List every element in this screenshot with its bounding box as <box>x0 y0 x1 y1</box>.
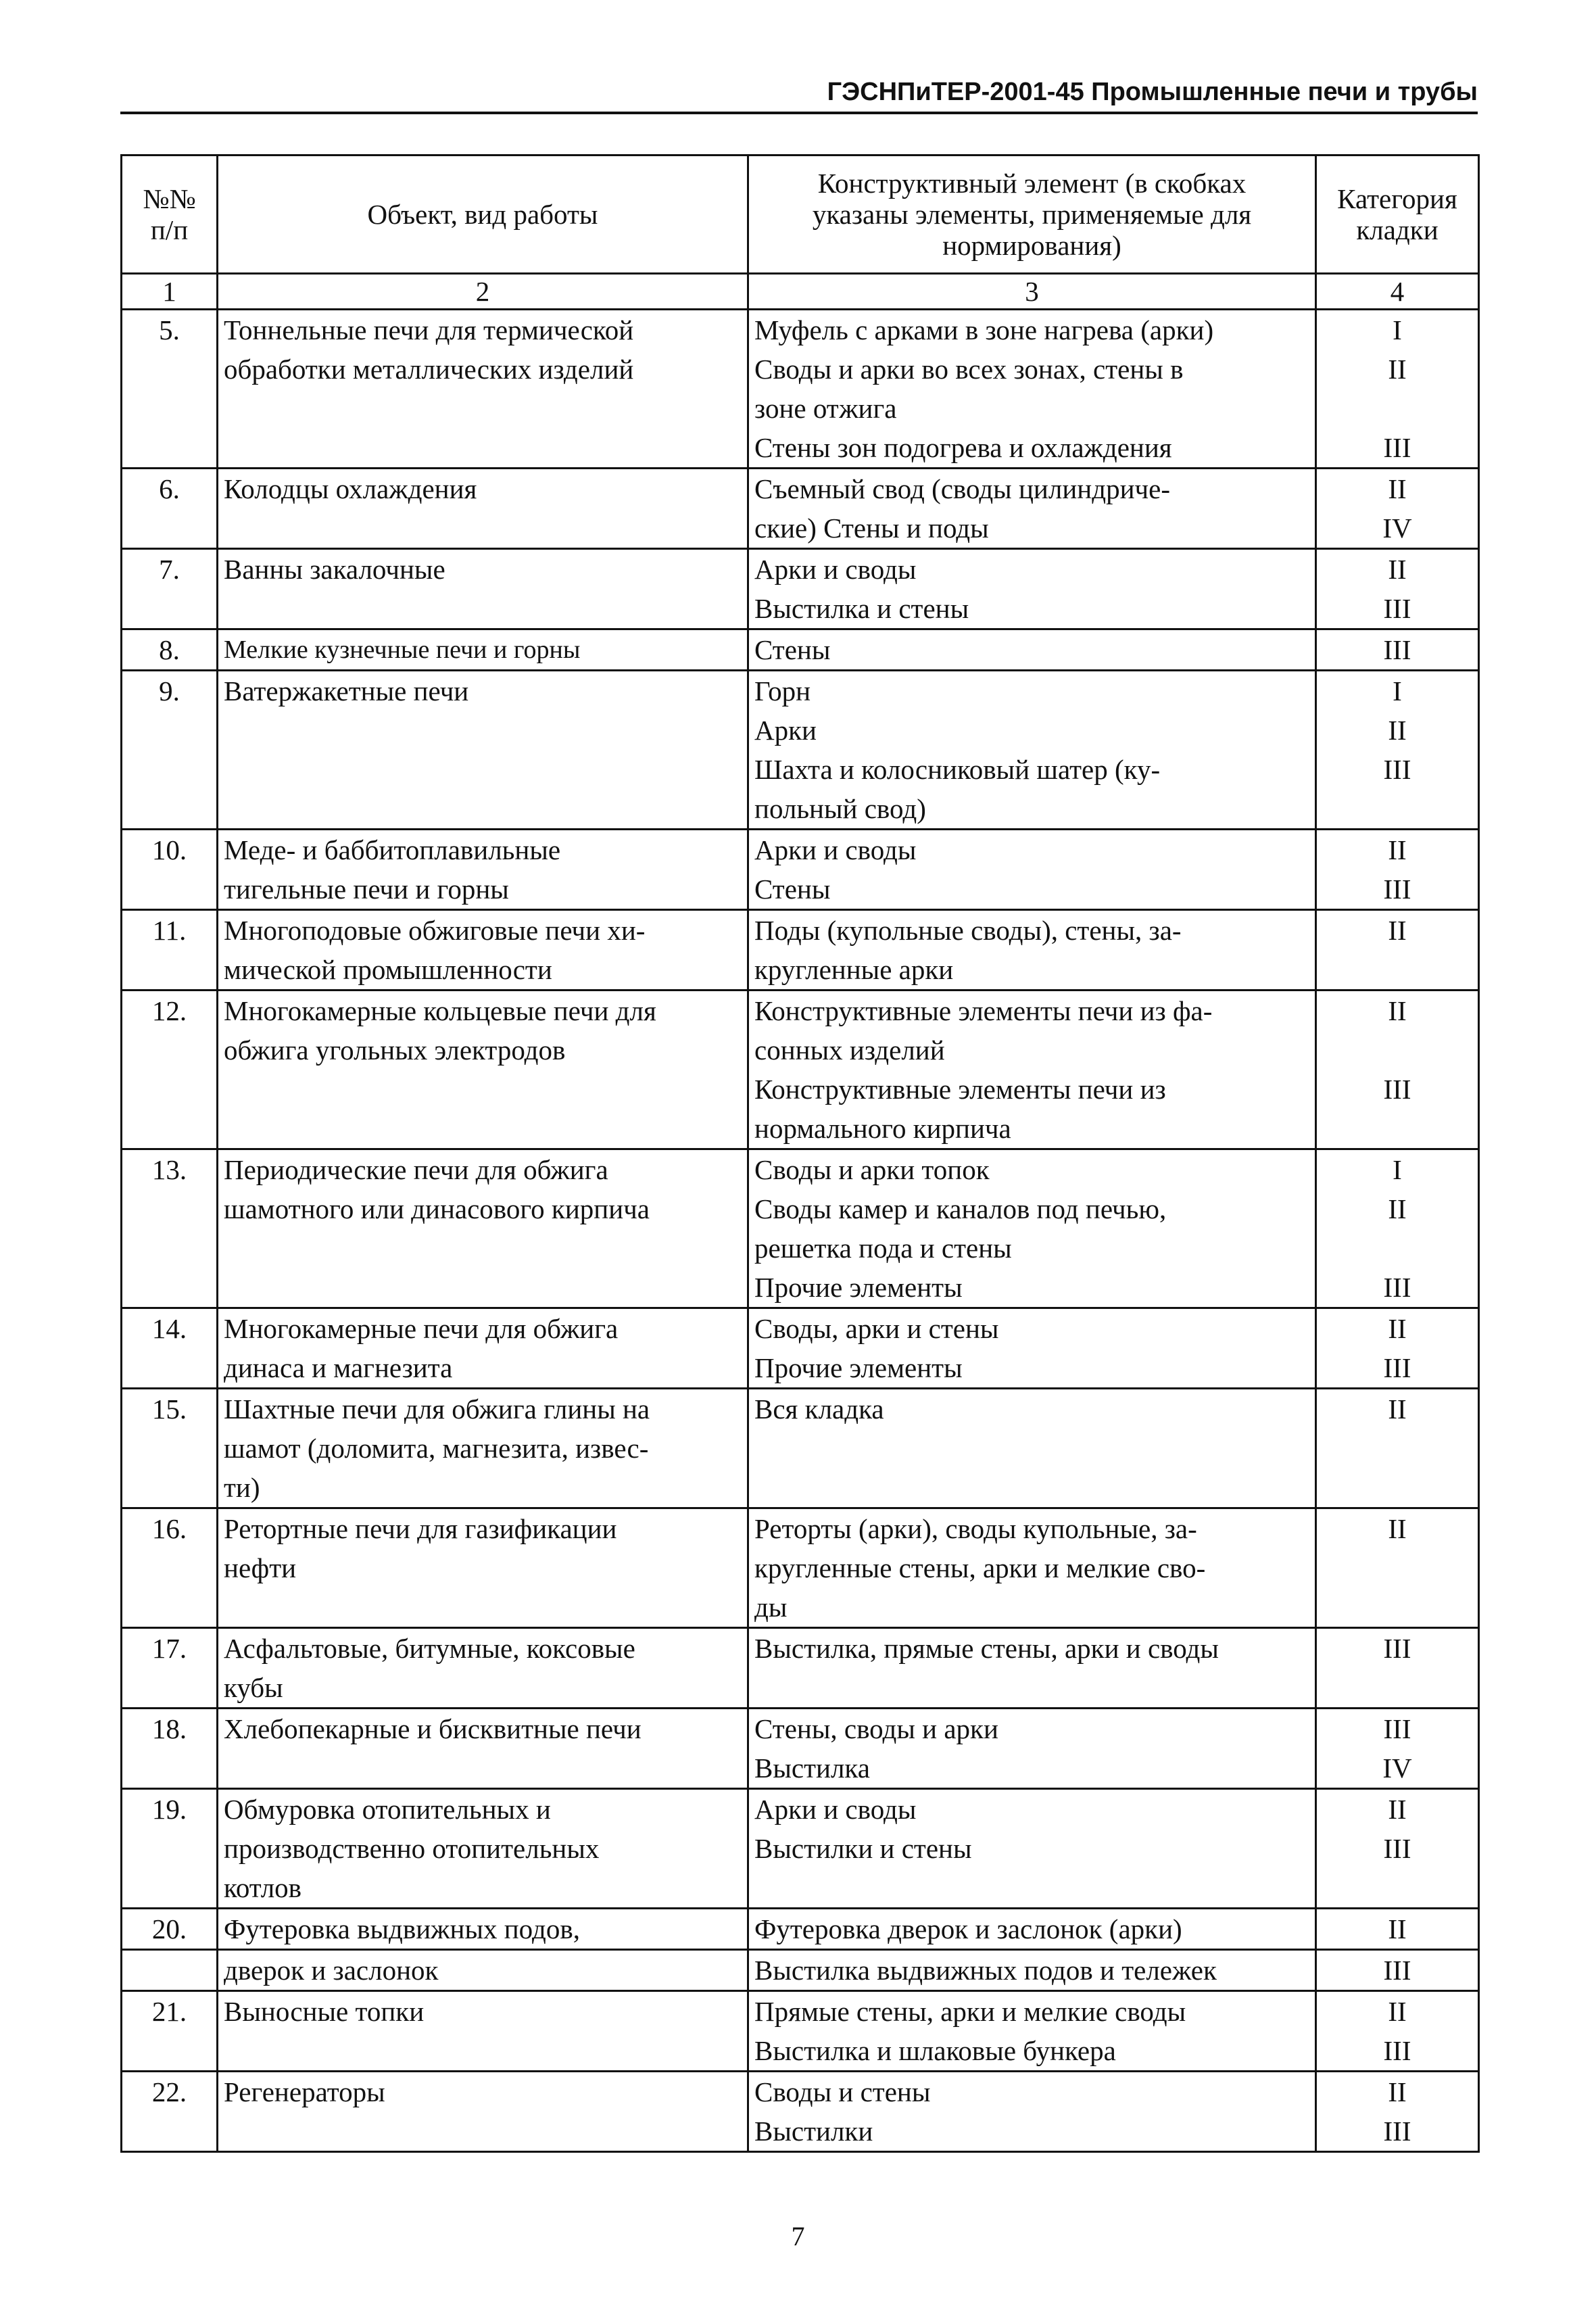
element-line: Горн <box>754 675 811 707</box>
object-line: Ватержакетные печи <box>224 675 469 707</box>
object-line: Многокамерные кольцевые печи для <box>224 995 656 1026</box>
table-row <box>122 1789 1479 1909</box>
element-line: Своды и стены <box>754 2076 931 2107</box>
row-element <box>748 310 1316 469</box>
row-object <box>218 910 748 991</box>
category-value: III <box>1383 1352 1411 1383</box>
column-number: 4 <box>1316 274 1479 310</box>
row-number: 8. <box>122 629 218 671</box>
category-value: II <box>1388 995 1407 1026</box>
table-row <box>122 1909 1479 1950</box>
row-number: 22. <box>122 2072 218 2152</box>
object-line: тигельные печи и горны <box>224 874 509 905</box>
table-row <box>122 1389 1479 1508</box>
object-line: Многоподовые обжиговые печи хи- <box>224 915 646 946</box>
table-row <box>122 310 1479 469</box>
object-line: обработки металлических изделий <box>224 354 634 385</box>
category-value: II <box>1388 834 1407 865</box>
row-object <box>218 1789 748 1909</box>
category-value: II <box>1388 715 1407 746</box>
column-number: 2 <box>218 274 748 310</box>
table-row <box>122 910 1479 991</box>
table-row <box>122 1308 1479 1389</box>
element-line: Съемный свод (своды цилиндриче- <box>754 473 1170 504</box>
category-spacer <box>1322 1109 1472 1148</box>
masonry-category-table <box>120 154 1480 2153</box>
row-element <box>748 1628 1316 1709</box>
header-category-text: Категория кладки <box>1337 183 1457 245</box>
object-line: нефти <box>224 1552 297 1583</box>
element-line: Стены <box>754 874 831 905</box>
category-value: II <box>1388 1996 1407 2027</box>
object-line: обжига угольных электродов <box>224 1034 566 1066</box>
row-element <box>748 2072 1316 2152</box>
row-number: 18. <box>122 1709 218 1789</box>
row-element: Выстилка выдвижных подов и тележек <box>748 1950 1316 1991</box>
element-line: сонных изделий <box>754 1034 945 1066</box>
object-line: Меде- и баббитоплавильные <box>224 834 561 865</box>
header-object <box>218 156 748 274</box>
object-line: котлов <box>224 1872 302 1903</box>
header-element <box>748 156 1316 274</box>
object-line: кубы <box>224 1672 283 1703</box>
category-value: III <box>1383 2116 1411 2147</box>
category-spacer <box>1322 1548 1472 1588</box>
column-number-row <box>122 274 1479 310</box>
table-row <box>122 830 1479 910</box>
row-number: 7. <box>122 549 218 629</box>
object-line: Мелкие кузнечные печи и горны <box>224 636 581 664</box>
row-object <box>218 991 748 1149</box>
object-line: ти) <box>224 1472 260 1503</box>
table-body-tail <box>122 1991 1479 2152</box>
element-line: зоне отжига <box>754 393 897 424</box>
element-line: Прямые стены, арки и мелкие своды <box>754 1996 1186 2027</box>
object-line: Асфальтовые, битумные, коксовые <box>224 1633 635 1664</box>
row-object <box>218 1508 748 1628</box>
category-spacer <box>1322 789 1472 828</box>
element-line: Арки и своды <box>754 554 917 585</box>
object-line: шамотного или динасового кирпича <box>224 1193 650 1224</box>
category-value: III <box>1383 1633 1411 1664</box>
row-category <box>1316 629 1479 671</box>
category-value: III <box>1383 1074 1411 1105</box>
header-number <box>122 156 218 274</box>
row-object <box>218 830 748 910</box>
category-value: II <box>1388 1393 1407 1425</box>
element-line: нормального кирпича <box>754 1113 1011 1144</box>
row-number: 5. <box>122 310 218 469</box>
element-line: Стены <box>754 634 831 665</box>
table-row <box>122 549 1479 629</box>
row-number: 16. <box>122 1508 218 1628</box>
category-spacer <box>1322 1588 1472 1627</box>
row-category <box>1316 910 1479 991</box>
object-line: Обмуровка отопительных и <box>224 1794 551 1825</box>
row-category <box>1316 1628 1479 1709</box>
row-category <box>1316 1508 1479 1628</box>
row-number: 20. <box>122 1909 218 1950</box>
table-row <box>122 469 1479 549</box>
element-line: Выстилка и стены <box>754 593 969 624</box>
table-row <box>122 1950 1479 1991</box>
table-row <box>122 1149 1479 1308</box>
row-category <box>1316 310 1479 469</box>
object-line: Хлебопекарные и бисквитные печи <box>224 1713 642 1744</box>
header-element-text: Конструктивный элемент (в скобках указаны элементы, применяемые для нормирования) <box>812 168 1252 261</box>
row-object <box>218 1389 748 1508</box>
object-line: Колодцы охлаждения <box>224 473 477 504</box>
row-element <box>748 549 1316 629</box>
element-line: Арки и своды <box>754 834 917 865</box>
row-element <box>748 991 1316 1149</box>
category-value: II <box>1388 473 1407 504</box>
page-header <box>120 78 1478 114</box>
category-spacer <box>1322 1030 1472 1070</box>
category-value: II <box>1388 1313 1407 1344</box>
row-category <box>1316 671 1479 830</box>
row-category: III <box>1316 1950 1479 1991</box>
page-number: 7 <box>791 2221 805 2251</box>
element-line: Шахта и колосниковый шатер (ку- <box>754 754 1161 785</box>
row-element <box>748 1308 1316 1389</box>
category-value: I <box>1393 675 1402 707</box>
table-row <box>122 1709 1479 1789</box>
category-value: II <box>1388 1193 1407 1224</box>
element-line: Выстилка и шлаковые бункера <box>754 2035 1116 2066</box>
header-object-text: Объект, вид работы <box>367 199 598 230</box>
row-object <box>218 629 748 671</box>
category-value: II <box>1388 354 1407 385</box>
category-value: I <box>1393 1154 1402 1185</box>
category-value: III <box>1383 754 1411 785</box>
category-value: III <box>1383 634 1411 665</box>
row-number: 17. <box>122 1628 218 1709</box>
object-line: Шахтные печи для обжига глины на <box>224 1393 650 1425</box>
row-element <box>748 1508 1316 1628</box>
table-row <box>122 1628 1479 1709</box>
row-category <box>1316 1149 1479 1308</box>
row-object: Футеровка выдвижных подов, <box>218 1909 748 1950</box>
element-line: Конструктивные элементы печи из <box>754 1074 1166 1105</box>
object-line: мической промышленности <box>224 954 552 985</box>
row-category <box>1316 549 1479 629</box>
object-line: динаса и магнезита <box>224 1352 453 1383</box>
row-object <box>218 1628 748 1709</box>
category-spacer <box>1322 1228 1472 1268</box>
row-element <box>748 1709 1316 1789</box>
row-object <box>218 1308 748 1389</box>
row-object <box>218 2072 748 2152</box>
element-line: кругленные арки <box>754 954 954 985</box>
element-line: Своды, арки и стены <box>754 1313 999 1344</box>
element-line: Арки <box>754 715 817 746</box>
element-line: Прочие элементы <box>754 1352 963 1383</box>
row-category <box>1316 1709 1479 1789</box>
row-element <box>748 1389 1316 1508</box>
table-body <box>122 310 1479 1909</box>
element-line: Выстилка, прямые стены, арки и своды <box>754 1633 1219 1664</box>
category-value: III <box>1383 593 1411 624</box>
element-line: Своды и арки топок <box>754 1154 990 1185</box>
element-line: Своды камер и каналов под печью, <box>754 1193 1167 1224</box>
row-element <box>748 1149 1316 1308</box>
row-number: 6. <box>122 469 218 549</box>
table-row <box>122 1991 1479 2072</box>
category-value: IV <box>1382 1752 1412 1784</box>
category-value: III <box>1383 1272 1411 1303</box>
table-row <box>122 629 1479 671</box>
row-element <box>748 1991 1316 2072</box>
table-row <box>122 671 1479 830</box>
element-line: Выстилки <box>754 2116 873 2147</box>
column-number: 3 <box>748 274 1316 310</box>
row-number: 15. <box>122 1389 218 1508</box>
object-line: Тоннельные печи для термической <box>224 314 634 345</box>
category-spacer <box>1322 389 1472 428</box>
row-element <box>748 910 1316 991</box>
category-value: I <box>1393 314 1402 345</box>
element-line: Реторты (арки), своды купольные, за- <box>754 1513 1197 1544</box>
row-category <box>1316 1789 1479 1909</box>
row-element <box>748 629 1316 671</box>
object-line: шамот (доломита, магнезита, извес- <box>224 1433 649 1464</box>
object-line: Выносные топки <box>224 1996 425 2027</box>
category-value: III <box>1383 432 1411 463</box>
table-row <box>122 991 1479 1149</box>
element-line: Муфель с арками в зоне нагрева (арки) <box>754 314 1214 345</box>
row-category <box>1316 1991 1479 2072</box>
table-row <box>122 2072 1479 2152</box>
element-line: решетка пода и стены <box>754 1233 1012 1264</box>
table-body-row20 <box>122 1909 1479 1991</box>
object-line: Ретортные печи для газификации <box>224 1513 617 1544</box>
row-number: 12. <box>122 991 218 1149</box>
element-line: Стены зон подогрева и охлаждения <box>754 432 1172 463</box>
object-line: Периодические печи для обжига <box>224 1154 608 1185</box>
row-object <box>218 1991 748 2072</box>
element-line: Выстилка <box>754 1752 870 1784</box>
row-object <box>218 1709 748 1789</box>
row-category <box>1316 2072 1479 2152</box>
category-value: III <box>1383 1833 1411 1864</box>
row-category <box>1316 1389 1479 1508</box>
column-number: 1 <box>122 274 218 310</box>
row-category <box>1316 469 1479 549</box>
row-object: дверок и заслонок <box>218 1950 748 1991</box>
row-category <box>1316 830 1479 910</box>
row-number: 21. <box>122 1991 218 2072</box>
element-line: Своды и арки во всех зонах, стены в <box>754 354 1184 385</box>
document-title: ГЭСНПиТЕР-2001-45 Промышленные печи и трубы <box>827 78 1478 106</box>
row-object <box>218 671 748 830</box>
row-element <box>748 671 1316 830</box>
category-value: II <box>1388 915 1407 946</box>
row-number: 14. <box>122 1308 218 1389</box>
row-object <box>218 1149 748 1308</box>
element-line: кругленные стены, арки и мелкие сво- <box>754 1552 1206 1583</box>
element-line: польный свод) <box>754 793 926 824</box>
header-category <box>1316 156 1479 274</box>
category-value: III <box>1383 1713 1411 1744</box>
table-row <box>122 1508 1479 1628</box>
element-line: Прочие элементы <box>754 1272 963 1303</box>
object-line: Ванны закалочные <box>224 554 445 585</box>
category-value: II <box>1388 554 1407 585</box>
row-number: 11. <box>122 910 218 991</box>
category-spacer <box>1322 950 1472 989</box>
row-category: II <box>1316 1909 1479 1950</box>
row-element <box>748 469 1316 549</box>
header-number-text: №№ п/п <box>143 183 196 245</box>
element-line: Поды (купольные своды), стены, за- <box>754 915 1182 946</box>
row-element: Футеровка дверок и заслонок (арки) <box>748 1909 1316 1950</box>
element-line: Конструктивные элементы печи из фа- <box>754 995 1213 1026</box>
row-number-empty <box>122 1950 218 1991</box>
row-object <box>218 549 748 629</box>
row-category <box>1316 1308 1479 1389</box>
row-category <box>1316 991 1479 1149</box>
row-object <box>218 469 748 549</box>
category-value: II <box>1388 1794 1407 1825</box>
table-header-row <box>122 156 1479 274</box>
row-object <box>218 310 748 469</box>
element-line: Арки и своды <box>754 1794 917 1825</box>
object-line: Многокамерные печи для обжига <box>224 1313 619 1344</box>
row-number: 9. <box>122 671 218 830</box>
row-element <box>748 1789 1316 1909</box>
element-line: Выстилки и стены <box>754 1833 972 1864</box>
row-element <box>748 830 1316 910</box>
element-line: Стены, своды и арки <box>754 1713 998 1744</box>
category-value: II <box>1388 2076 1407 2107</box>
element-line: ды <box>754 1592 788 1623</box>
row-number: 10. <box>122 830 218 910</box>
object-line: производственно отопительных <box>224 1833 600 1864</box>
category-value: III <box>1383 874 1411 905</box>
element-line: ские) Стены и поды <box>754 512 989 544</box>
category-value: III <box>1383 2035 1411 2066</box>
element-line: Вся кладка <box>754 1393 884 1425</box>
row-number: 19. <box>122 1789 218 1909</box>
row-number: 13. <box>122 1149 218 1308</box>
category-value: IV <box>1382 512 1412 544</box>
category-value: II <box>1388 1513 1407 1544</box>
object-line: Регенераторы <box>224 2076 385 2107</box>
